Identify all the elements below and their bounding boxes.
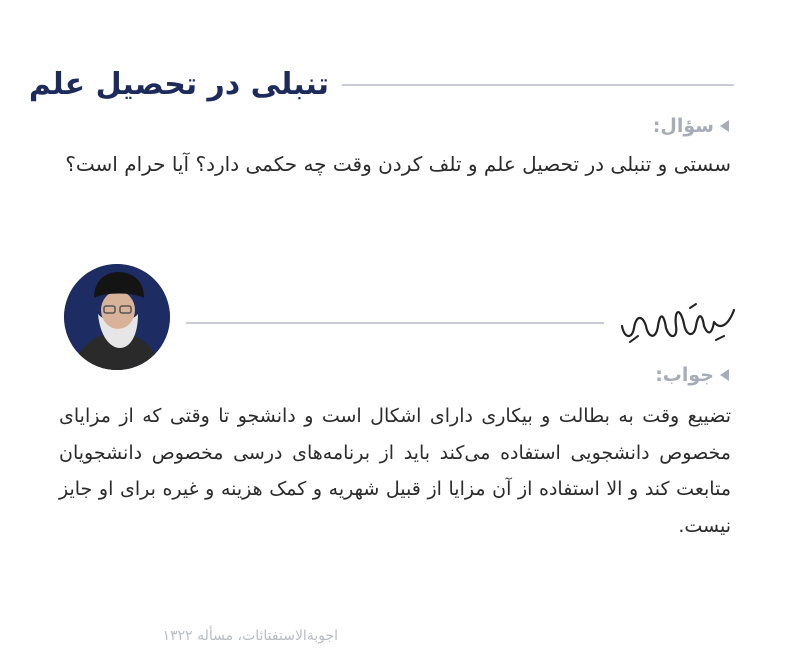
source-citation: اجوبة‌الاستفتائات، مسأله ۱۳۲۲	[162, 628, 338, 644]
question-text: سستی و تنبلی در تحصیل علم و تلف کردن وقت چه حکمی دارد؟ آیا حرام است؟	[65, 152, 731, 176]
portrait-image	[64, 264, 170, 370]
answer-label-text: جواب:	[655, 364, 714, 386]
page-title: تنبلی در تحصیل علم	[28, 67, 329, 102]
question-label	[653, 115, 729, 137]
answer-arrow-icon	[720, 369, 729, 381]
signature-image	[616, 296, 740, 348]
question-label-text: سؤال:	[652, 115, 714, 137]
answer-text: تضییع وقت به بطالت و بیکاری دارای اشکال است و دانشجو تا وقتی که از مزایای مخصوص دانشجویی استفاده می‌کند باید از برنامه‌های درسی مخصوص دانشجویان متابعت کند و الا استفاده از آن مزایا از قبیل شهریه و کمک هزینه و غیره برای او جایز نیست.	[59, 405, 731, 537]
question-arrow-icon	[720, 120, 729, 132]
title-divider	[342, 84, 734, 86]
answer-label	[655, 364, 729, 386]
avatar	[64, 264, 170, 370]
signature-divider	[186, 322, 604, 324]
calligraphy-signature	[616, 296, 740, 348]
